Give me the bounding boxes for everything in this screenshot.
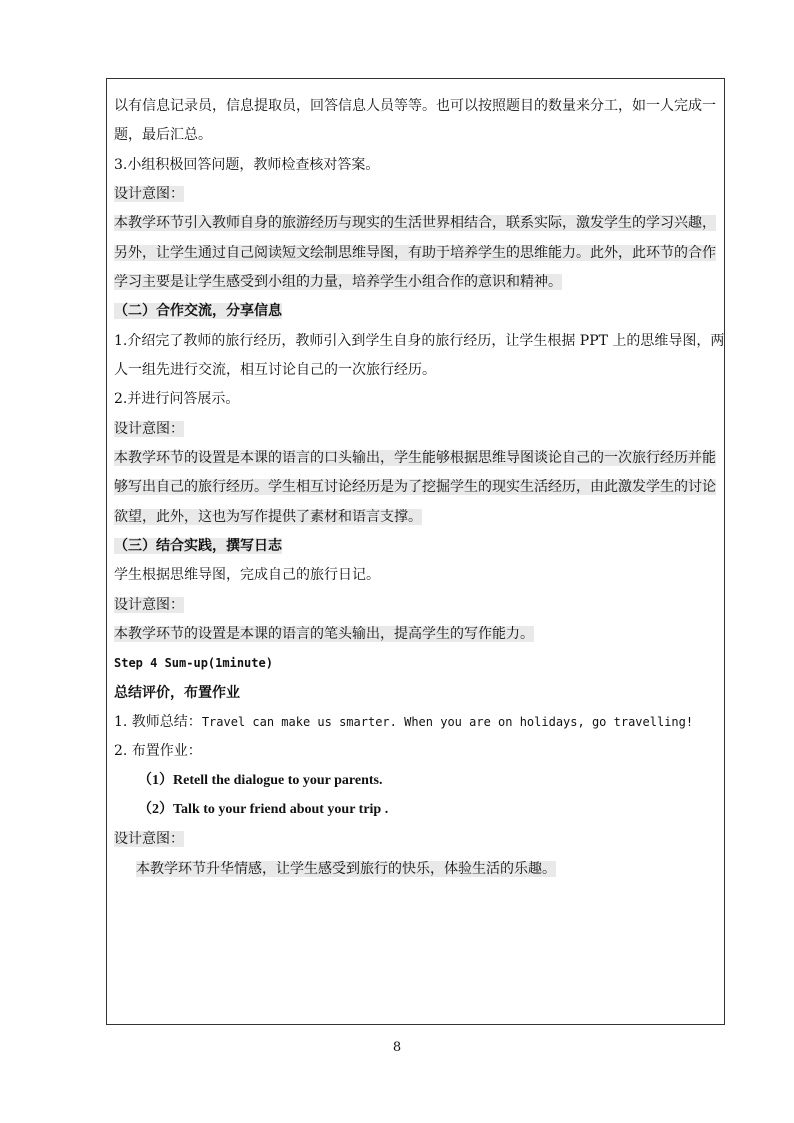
section-heading: （二）合作交流，分享信息 [114, 303, 282, 319]
design-intent-text: 欲望，此外，这也为写作提供了素材和语言支撑。 [114, 509, 422, 525]
design-intent-text: 学习主要是让学生感受到小组的力量，培养学生小组合作的意识和精神。 [114, 274, 562, 290]
design-intent-text: 另外，让学生通过自己阅读短文绘制思维导图，有助于培养学生的思维能力。此外，此环节的合作 [114, 245, 716, 261]
text-line: 3.小组积极回答问题，教师检查核对答案。 [114, 157, 380, 173]
homework-item: （2）Talk to your friend about your trip . [138, 802, 389, 817]
text-line: 人一组先进行交流，相互讨论自己的一次旅行经历。 [114, 362, 436, 378]
design-intent-text: 本教学环节升华情感，让学生感受到旅行的快乐，体验生活的乐趣。 [136, 861, 556, 877]
design-intent-text: 够写出自己的旅行经历。学生相互讨论经历是为了挖掘学生的现实生活经历，由此激发学生的讨论 [114, 479, 716, 495]
page-number: 8 [392, 1040, 402, 1055]
design-intent-text: 本教学环节引入教师自身的旅游经历与现实的生活世界相结合，联系实际，激发学生的学习兴趣， [114, 215, 716, 231]
homework-label: 2. 布置作业： [114, 743, 202, 759]
text-line: 学生根据思维导图，完成自己的旅行日记。 [114, 567, 380, 583]
design-intent-text: 本教学环节的设置是本课的语言的口头输出，学生能够根据思维导图谈论自己的一次旅行经历并能 [114, 450, 716, 466]
text-line: 题，最后汇总。 [114, 127, 212, 143]
summary-text: Travel can make us smarter. When you are on holidays, go travelling! [201, 715, 694, 729]
homework-item: （1）Retell the dialogue to your parents. [138, 773, 383, 788]
design-intent-label: 设计意图： [114, 421, 184, 437]
text-line: 1.介绍完了教师的旅行经历，教师引入到学生自身的旅行经历，让学生根据 PPT 上的思维导图，两 [114, 333, 725, 349]
design-intent-label: 设计意图： [114, 186, 184, 202]
design-intent-label: 设计意图： [114, 831, 184, 847]
text-line: 以有信息记录员，信息提取员，回答信息人员等等。也可以按照题目的数量来分工，如一人完成一 [114, 98, 716, 114]
summary-label: 1. 教师总结： [114, 714, 202, 730]
text-line: 2.并进行问答展示。 [114, 391, 240, 407]
design-intent-text: 本教学环节的设置是本课的语言的笔头输出，提高学生的写作能力。 [114, 626, 534, 642]
section-heading: （三）结合实践，撰写日志 [114, 538, 282, 554]
design-intent-label: 设计意图： [114, 597, 184, 613]
section-heading: 总结评价，布置作业 [114, 685, 240, 701]
step-heading: Step 4 Sum-up(1minute) [114, 656, 273, 670]
